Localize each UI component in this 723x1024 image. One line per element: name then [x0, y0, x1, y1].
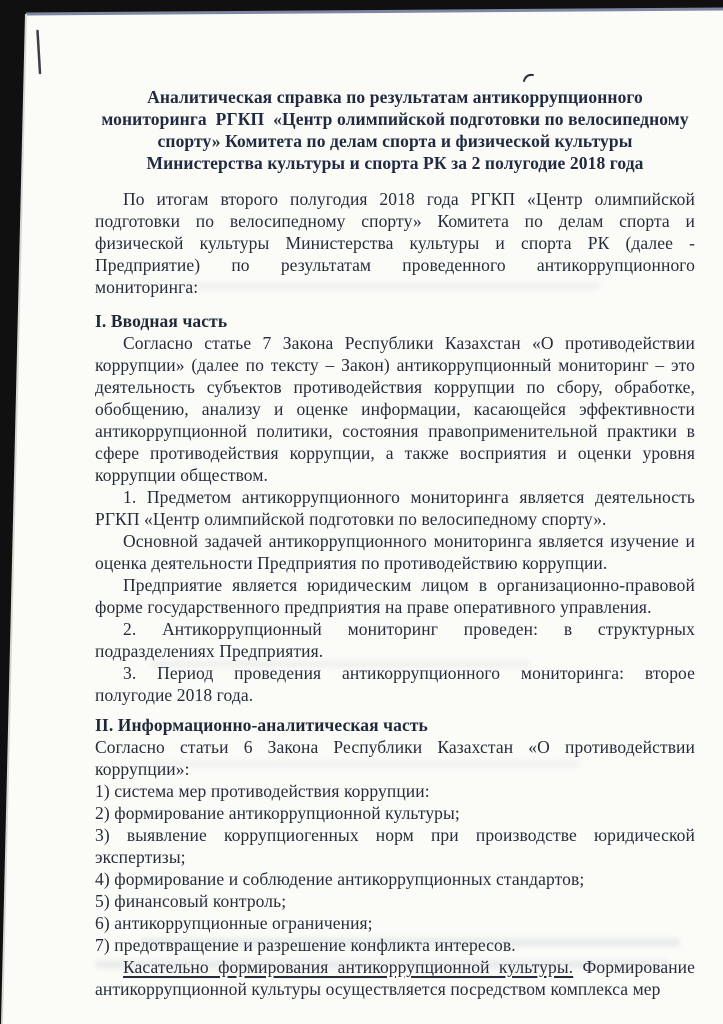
section-1-paragraph: Основной задачей антикоррупционного мониторинга является изучение и оценка деятельности Предприятия по противодействию коррупции.: [95, 531, 695, 573]
section-2-heading: II. Информационно-аналитическая часть: [95, 715, 428, 735]
document-title: [95, 86, 695, 174]
section-1-paragraph: 1. Предметом антикоррупционного мониторинга является деятельность РГКП «Центр олимпийской подготовки по велосипедному спорту».: [95, 487, 695, 529]
document-title-line: мониторинга РГКП «Центр олимпийской подготовки по велосипедному: [101, 109, 689, 129]
document-title-line: спорту» Комитета по делам спорта и физической культуры: [157, 131, 633, 151]
document-body: [95, 86, 695, 1000]
list-item: 3) выявление коррупциогенных норм при производстве юридической экспертизы;: [95, 825, 695, 867]
closing-underlined-phrase: Касательно формирования антикоррупционной культуры.: [123, 957, 574, 977]
list-item: 6) антикоррупционные ограничения;: [95, 913, 373, 933]
closing-paragraph-rest: Формирование антикоррупционной культуры осуществляется посредством комплекса мер: [95, 957, 695, 999]
section-1-paragraph: 2. Антикоррупционный мониторинг проведен: в структурных подразделениях Предприятия.: [95, 619, 695, 661]
list-item: 7) предотвращение и разрешение конфликта интересов.: [95, 935, 516, 955]
section-1-paragraph: Согласно статье 7 Закона Республики Казахстан «О противодействии коррупции» (далее по тексту – Закон) антикоррупционный мониторинг – это деятельность субъектов противодействия коррупции по сбору, обработке, обобщению, анализу и оценке информации, касающейся эффективности антикоррупционной политики, состояния правоприменительной практики в сфере противодействия коррупции, а также восприятия и оценки уровня коррупции обществом.: [95, 333, 695, 485]
closing-paragraph: [95, 956, 695, 1000]
list-item: 4) формирование и соблюдение антикоррупционных стандартов;: [95, 869, 585, 889]
list-item: 1) система мер противодействия коррупции:: [95, 781, 430, 801]
list-item: 2) формирование антикоррупционной культуры;: [95, 803, 460, 823]
intro-paragraph: По итогам второго полугодия 2018 года РГКП «Центр олимпийской подготовки по велосипедному спорту» Комитета по делам спорта и физической культуры Министерства культуры и спорта РК (далее - Предприятие) по результатам проведенного антикоррупционного мониторинга:: [95, 189, 695, 297]
section-1-paragraph: Предприятие является юридическим лицом в организационно-правовой форме государственного предприятия на праве оперативного управления.: [95, 575, 695, 617]
section-1-paragraph: 3. Период проведения антикоррупционного мониторинга: второе полугодие 2018 года.: [95, 663, 695, 705]
document-title-line: Министерства культуры и спорта РК за 2 полугодие 2018 года: [146, 153, 644, 173]
list-item: 5) финансовый контроль;: [95, 891, 287, 911]
section-2-lead: Согласно статьи 6 Закона Республики Казахстан «О противодействии коррупции»:: [95, 737, 695, 779]
document-title-line: Аналитическая справка по результатам антикоррупционного: [147, 87, 643, 107]
section-1-heading: I. Вводная часть: [95, 311, 228, 331]
